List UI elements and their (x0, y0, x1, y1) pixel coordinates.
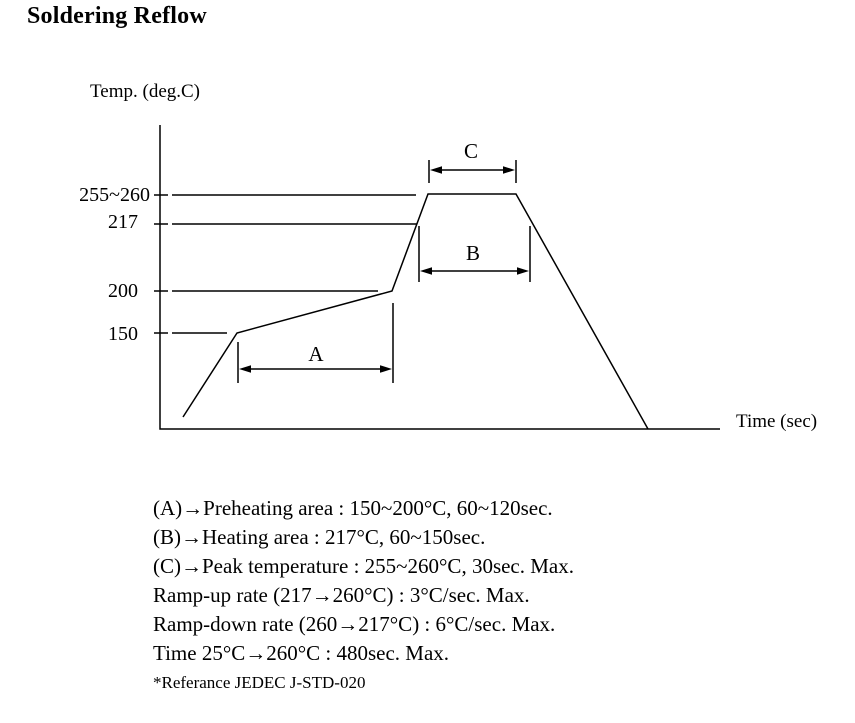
region-label-a: A (308, 342, 324, 366)
dimension-a-arrowhead-left (239, 365, 251, 373)
x-axis-title: Time (sec) (736, 411, 818, 432)
dimension-c-extension-lines (429, 160, 516, 183)
reflow-profile-line (183, 194, 648, 429)
dimension-a (238, 303, 393, 383)
note-ramp-down-rate: Ramp-down rate (260→217°C) : 6°C/sec. Max. (153, 612, 556, 636)
dimension-b-extension-lines (419, 226, 530, 282)
region-label-c: C (463, 139, 478, 163)
region-label-b: B (465, 241, 480, 265)
dimension-b (419, 226, 530, 282)
y-tick-label-150: 150 (108, 323, 138, 345)
note-preheating-area: (A)→Preheating area : 150~200°C, 60~120sec. (153, 496, 553, 520)
dimension-c-arrowhead-left (430, 166, 442, 174)
y-tick-label-200: 200 (108, 280, 138, 302)
reference-footnote: *Referance JEDEC J-STD-020 (153, 673, 366, 692)
dimension-b-arrowhead-right (517, 267, 529, 275)
page-title: Soldering Reflow (27, 3, 207, 29)
y-tick-label-255-260: 255~260 (79, 184, 150, 206)
dimension-a-extension-lines (238, 303, 393, 383)
dimension-c (429, 160, 516, 183)
y-axis-title: Temp. (deg.C) (90, 81, 201, 102)
note-ramp-up-rate: Ramp-up rate (217→260°C) : 3°C/sec. Max. (153, 583, 530, 607)
specification-notes (153, 494, 713, 697)
note-heating-area: (B)→Heating area : 217°C, 60~150sec. (153, 525, 486, 549)
dimension-b-arrowhead-left (420, 267, 432, 275)
dimension-a-arrowhead-right (380, 365, 392, 373)
note-total-time: Time 25°C→260°C : 480sec. Max. (153, 641, 450, 665)
dimension-c-arrowhead-right (503, 166, 515, 174)
y-tick-label-217: 217 (108, 211, 138, 233)
note-peak-temperature: (C)→Peak temperature : 255~260°C, 30sec. Max. (153, 554, 574, 578)
